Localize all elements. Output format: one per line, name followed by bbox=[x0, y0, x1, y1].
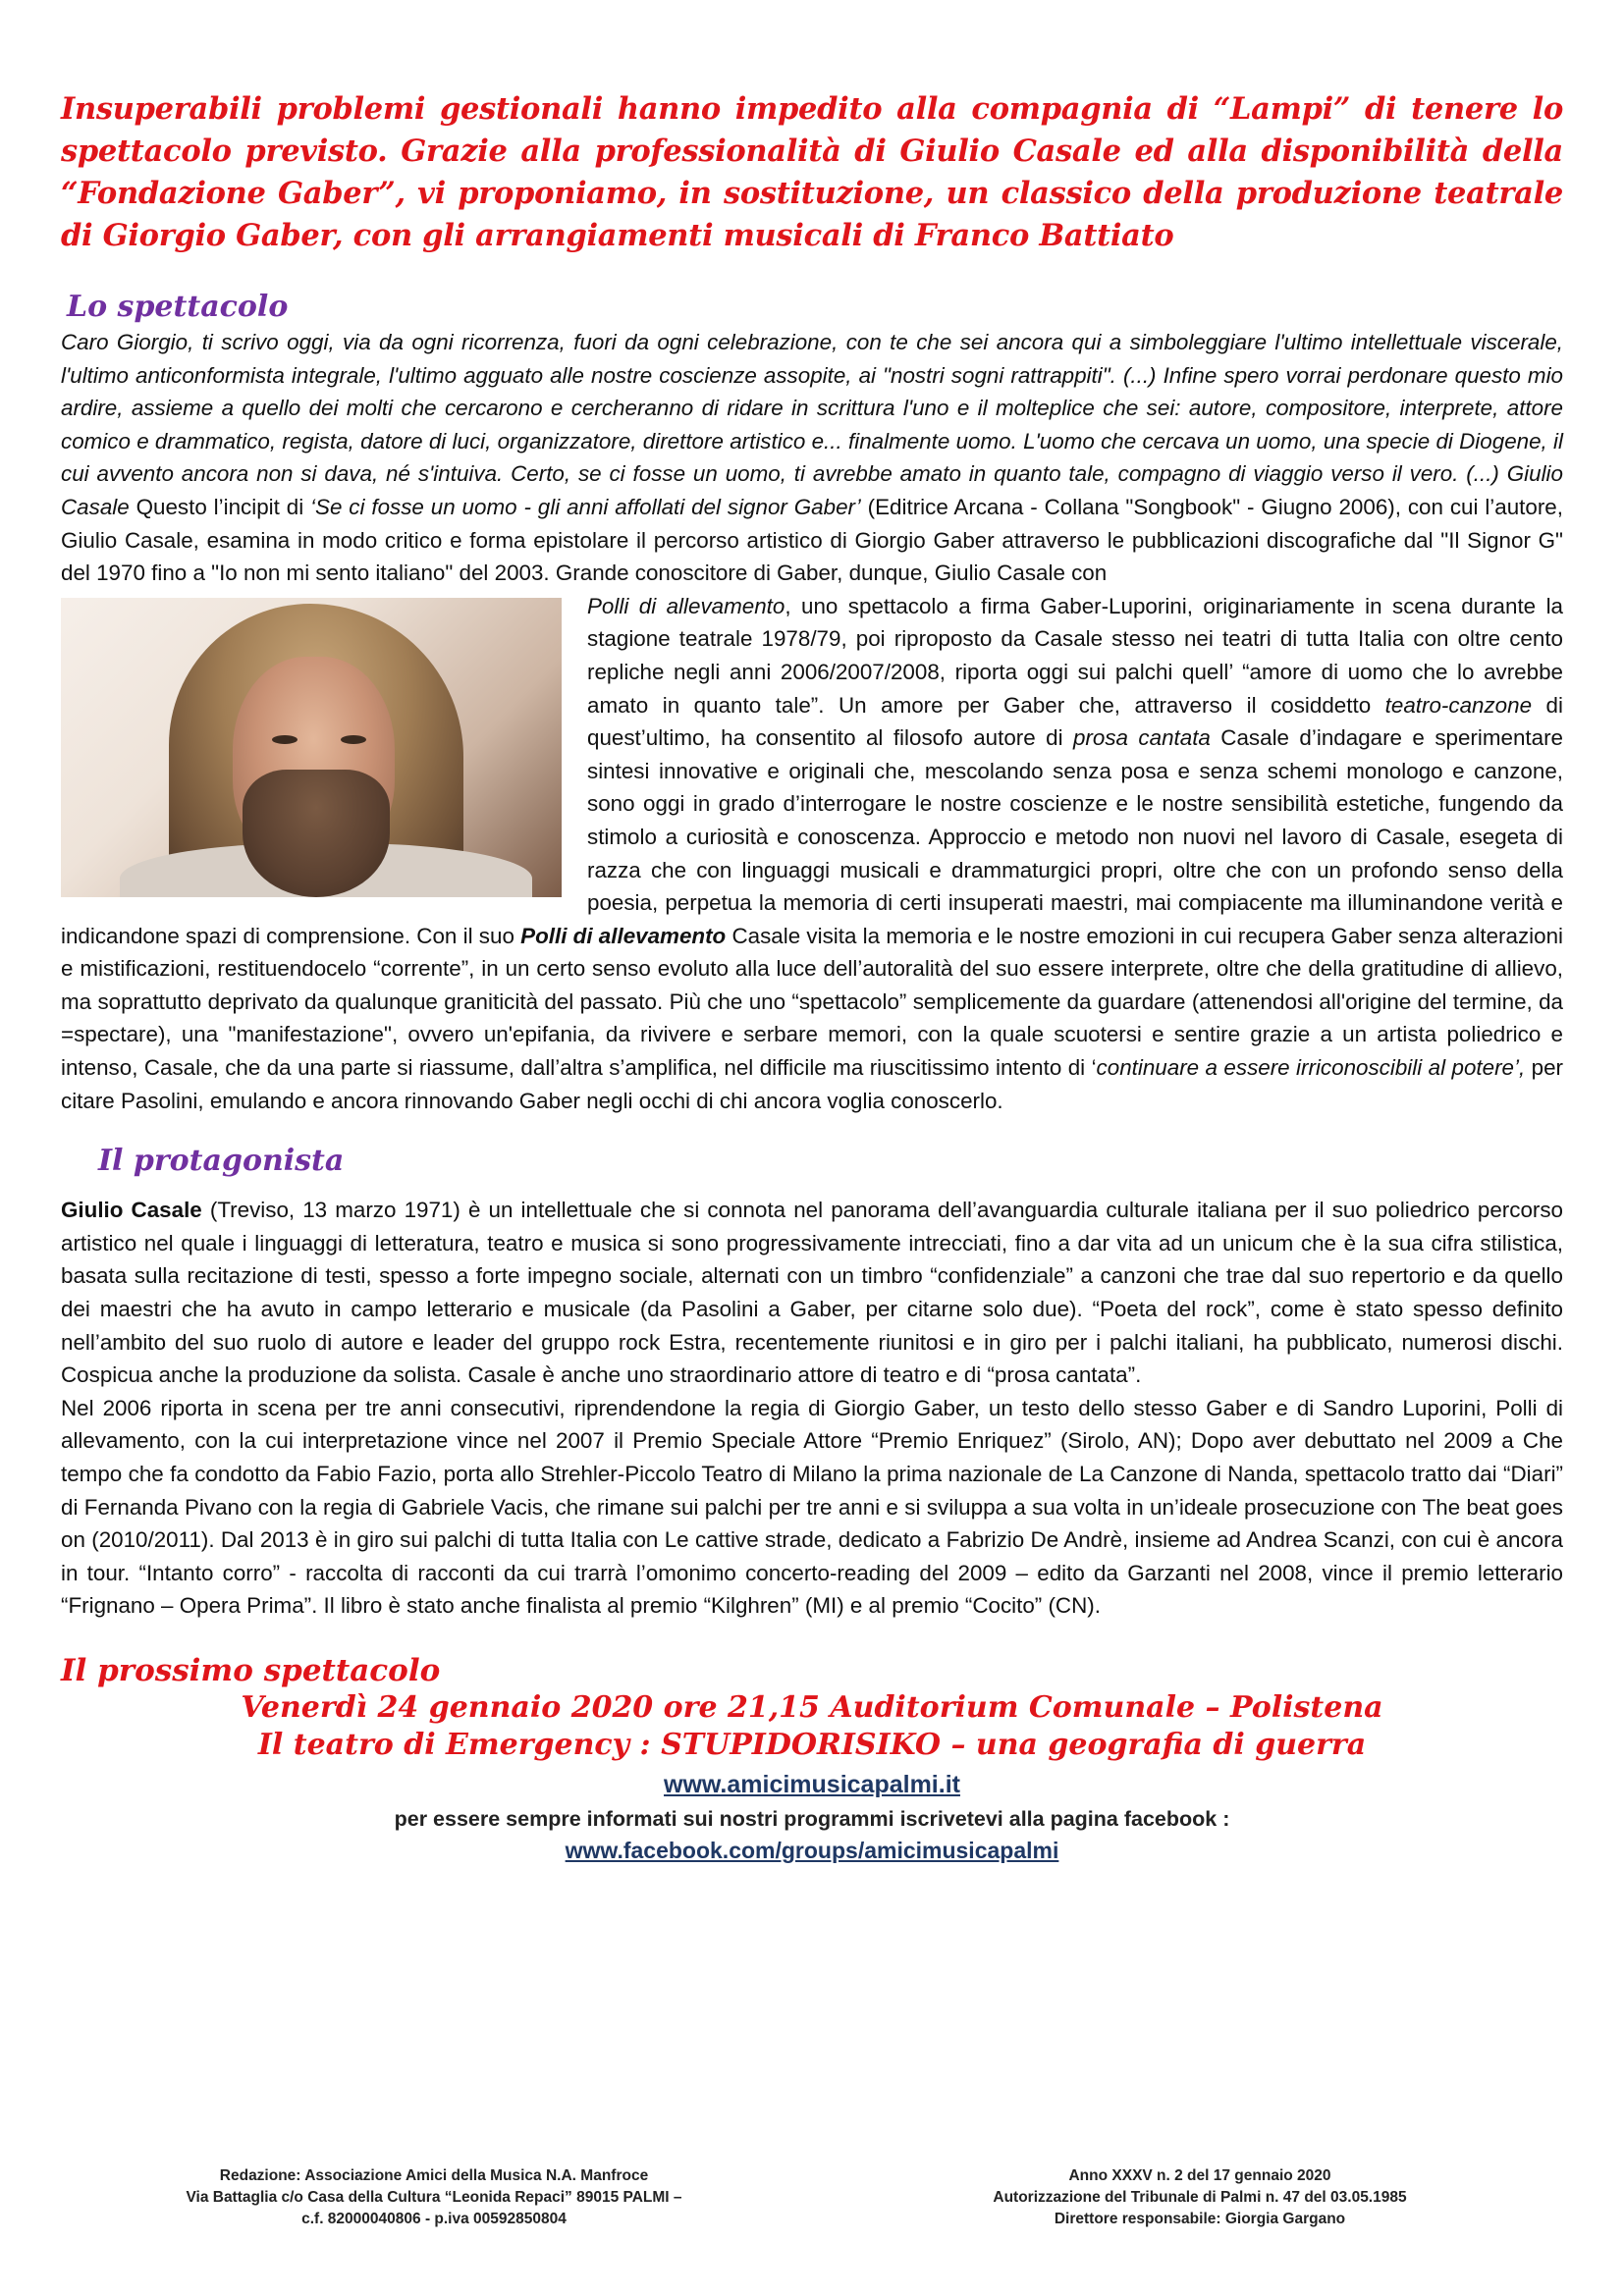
book-title: ‘Se ci fosse un uomo - gli anni affollati del signor Gaber’ bbox=[310, 494, 861, 519]
spettacolo-text-continued: Polli di allevamento, uno spettacolo a firma Gaber-Luporini, originariamente in scena durante la stagione teatrale 1978/79, poi riproposto da Casale stesso nei teatri di tutta Italia con oltre cento repliche negli anni 2006/2007/2008, riporta oggi sui palchi quell’ “amore di uomo che lo avrebbe amato in quanto tale”. Un amore per Gaber che, attraverso il cosiddetto teatro-canzone di quest’ultimo, ha consentito al filosofo autore di prosa cantata Casale d’indagare e sperimentare sintesi innovative e originali che, mescolando senza posa e senza schemi monologo e canzone, sono oggi in grado d’interrogare le nostre coscienze e le nostre sensibilità estetiche, fungendo da stimolo a curiosità e conoscenza. Approccio e metodo non nuovi nel lavoro di Casale, esegeta di razza che con linguaggi musicali e drammaturgici propri, oltre che con un profondo senso della poesia, perpetua la memoria di certi insuperati maestri, mai compiacente ma illuminandone verità e indicandone spazi di comprensione. Con il suo Polli di allevamento Casale visita la memoria e le nostre emozioni in cui recupera Gaber senza alterazioni e mistificazioni, restituendocelo “corrente”, in un certo senso evoluto alla luce dell’autoralità del suo essere interprete, oltre che della gratitudine di allievo, ma soprattutto deprivato da qualunque graniticità del passato. Più che uno “spettacolo” semplicemente da guardare (attenendosi all'origine del termine, da =spectare), una "manifestazione", ovvero un'epifania, da rivivere e serbare memori, con la quale scuotersi e sentire grazie a un artista poliedrico e intenso, Casale, che da una parte si riassume, dall’altra s’amplifica, nel difficile ma riuscitissimo intento di ‘continuare a essere irriconoscibili al potere’, per citare Pasolini, emulando e ancora rinnovando Gaber negli occhi di chi ancora voglia conoscerlo. bbox=[61, 593, 1563, 1113]
website-link[interactable]: www.amicimusicapalmi.it bbox=[664, 1770, 960, 1798]
footer-left: Redazione: Associazione Amici della Musica N.A. Manfroce Via Battaglia c/o Casa della Cultura “Leonida Repaci” 89015 PALMI – c.f. 82000040806 - p.iva 00592850804 bbox=[186, 2167, 682, 2227]
section-title-spettacolo: Lo spettacolo bbox=[67, 290, 289, 324]
section-title-protagonista: Il protagonista bbox=[98, 1144, 345, 1179]
facebook-note: per essere sempre informati sui nostri programmi iscrivetevi alla pagina facebook : bbox=[394, 1806, 1230, 1831]
next-show-date: Venerdì 24 gennaio 2020 ore 21,15 Auditorium Comunale – Polistena bbox=[241, 1689, 1383, 1725]
protagonista-text: Giulio Casale (Treviso, 13 marzo 1971) è un intellettuale che si connota nel panorama dell’avanguardia culturale italiana per il suo poliedrico percorso artistico nel quale i linguaggi di letteratura, teatro e musica si sono progressivamente intrecciati, fino a dar vita ad un unicum che è la sua cifra stilistica, basata sulla recitazione di testi, spesso a forte impegno sociale, alternati con un timbro “confidenziale” a canzoni che trae dal suo repertorio e da quello dei maestri che ha avuto in campo letterario e musicale (da Pasolini a Gaber, per citarne solo due). “Poeta del rock”, come è stato spesso definito nell’ambito del suo ruolo di autore e leader del gruppo rock Estra, recentemente riunitosi e in giro per i palchi italiani, ha pubblicato, numerosi dischi. Cospicua anche la produzione da solista. Casale è anche uno straordinario attore di teatro e di “prosa cantata”. bbox=[61, 1198, 1563, 1388]
spettacolo-text: Caro Giorgio, ti scrivo oggi, via da ogni ricorrenza, fuori da ogni celebrazione, con te che sei ancora qui a simboleggiare l'ultimo intellettuale viscerale, l'ultimo anticonformista integrale, l'ultimo agguato alle nostre coscienze assopite, ai "nostri sogni rattrappiti". (...) Infine spero vorrai perdonare questo mio ardire, assieme a quello dei molti che cercarono e cercheranno di ridare in scrittura l'uno e il molteplice che sei: autore, compositore, interprete, attore comico e drammatico, regista, datore di luci, organizzatore, direttore artistico e... finalmente uomo. L'uomo che cercava un uomo, una specie di Diogene, il cui avvento ancora non si dava, né s'intuiva. Certo, se ci fosse un uomo, ti avrebbe amato in quanto tale, compagno di viaggio verso il vero. (...) Giulio Casale Questo l’incipit di ‘Se ci fosse un uomo - gli anni affollati del signor Gaber’ (Editrice Arcana - Collana "Songbook" - Giugno 2006), con cui l’autore, Giulio Casale, esamina in modo critico e forma epistolare il percorso artistico di Giorgio Gaber attraverso le pubblicazioni discografiche dal "Il Signor G" del 1970 fino a "Io non mi sento italiano" del 2003. Grande conoscitore di Gaber, dunque, Giulio Casale con bbox=[61, 330, 1563, 586]
footer-right: Anno XXXV n. 2 del 17 gennaio 2020 Autorizzazione del Tribunale di Palmi n. 47 del 03.05.1985 Direttore responsabile: Giorgia Gargano bbox=[993, 2167, 1407, 2227]
protagonista-text-2: Nel 2006 riporta in scena per tre anni consecutivi, riprendendone la regia di Giorgio Gaber, un testo dello stesso Gaber e di Sandro Luporini, Polli di allevamento, con la cui interpretazione vince nel 2007 il Premio Speciale Attore “Premio Enriquez” (Sirolo, AN); Dopo aver debuttato nel 2009 a Che tempo che fa condotto da Fabio Fazio, porta allo Strehler-Piccolo Teatro di Milano la prima nazionale de La Canzone di Nanda, spettacolo tratto dai “Diari” di Fernanda Pivano con la regia di Gabriele Vacis, che rimane sui palchi per tre anni e si sviluppa a sua volta in un’ideale prosecuzione con The beat goes on (2010/2011). Dal 2013 è in giro sui palchi di tutta Italia con Le cattive strade, dedicato a Fabrizio De Andrè, insieme ad Andrea Scanzi, con cui è ancora in tour. “Intanto corro” - raccolta di racconti da cui trarrà l’omonimo concerto-reading del 2009 – edito da Garzanti nel 2008, vince il premio letterario “Frignano – Opera Prima”. Il libro è stato anche finalista al premio “Kilghren” (MI) e al premio “Cocito” (CN). bbox=[61, 1395, 1563, 1619]
portrait-photo bbox=[61, 598, 562, 897]
next-show-name: Il teatro di Emergency : STUPIDORISIKO – una geografia di guerra bbox=[257, 1727, 1367, 1762]
footer bbox=[61, 2165, 1563, 2244]
page bbox=[61, 88, 1563, 1866]
next-show-title: Il prossimo spettacolo bbox=[61, 1652, 441, 1688]
intro-notice: Insuperabili problemi gestionali hanno impedito alla compagnia di “Lampi” di tenere lo spettacolo previsto. Grazie alla professionalità di Giulio Casale ed alla disponibilità della “Fondazione Gaber”, vi proponiamo, in sostituzione, un classico della produzione teatrale di Giorgio Gaber, con gli arrangiamenti musicali di Franco Battiato bbox=[61, 91, 1563, 253]
facebook-link[interactable]: www.facebook.com/groups/amicimusicapalmi bbox=[565, 1837, 1059, 1863]
letter-quote: Caro Giorgio, ti scrivo oggi, via da ogni ricorrenza, fuori da ogni celebrazione, con te che sei ancora qui a simboleggiare l'ultimo intellettuale viscerale, l'ultimo anticonformista integrale, l'ultimo agguato alle nostre coscienze assopite, ai "nostri sogni rattrappiti". (...) Infine spero vorrai perdonare questo mio ardire, assieme a quello dei molti che cercarono e cercheranno di ridare in scrittura l'uno e il molteplice che sei: autore, compositore, interprete, attore comico e drammatico, regista, datore di luci, organizzatore, direttore artistico e... finalmente uomo. L'uomo che cercava un uomo, una specie di Diogene, il cui avvento ancora non si dava, né s'intuiva. Certo, se ci fosse un uomo, ti avrebbe amato in quanto tale, compagno di viaggio verso il vero. (...) Giulio Casale bbox=[61, 330, 1563, 519]
protagonist-name: Giulio Casale bbox=[61, 1198, 202, 1223]
